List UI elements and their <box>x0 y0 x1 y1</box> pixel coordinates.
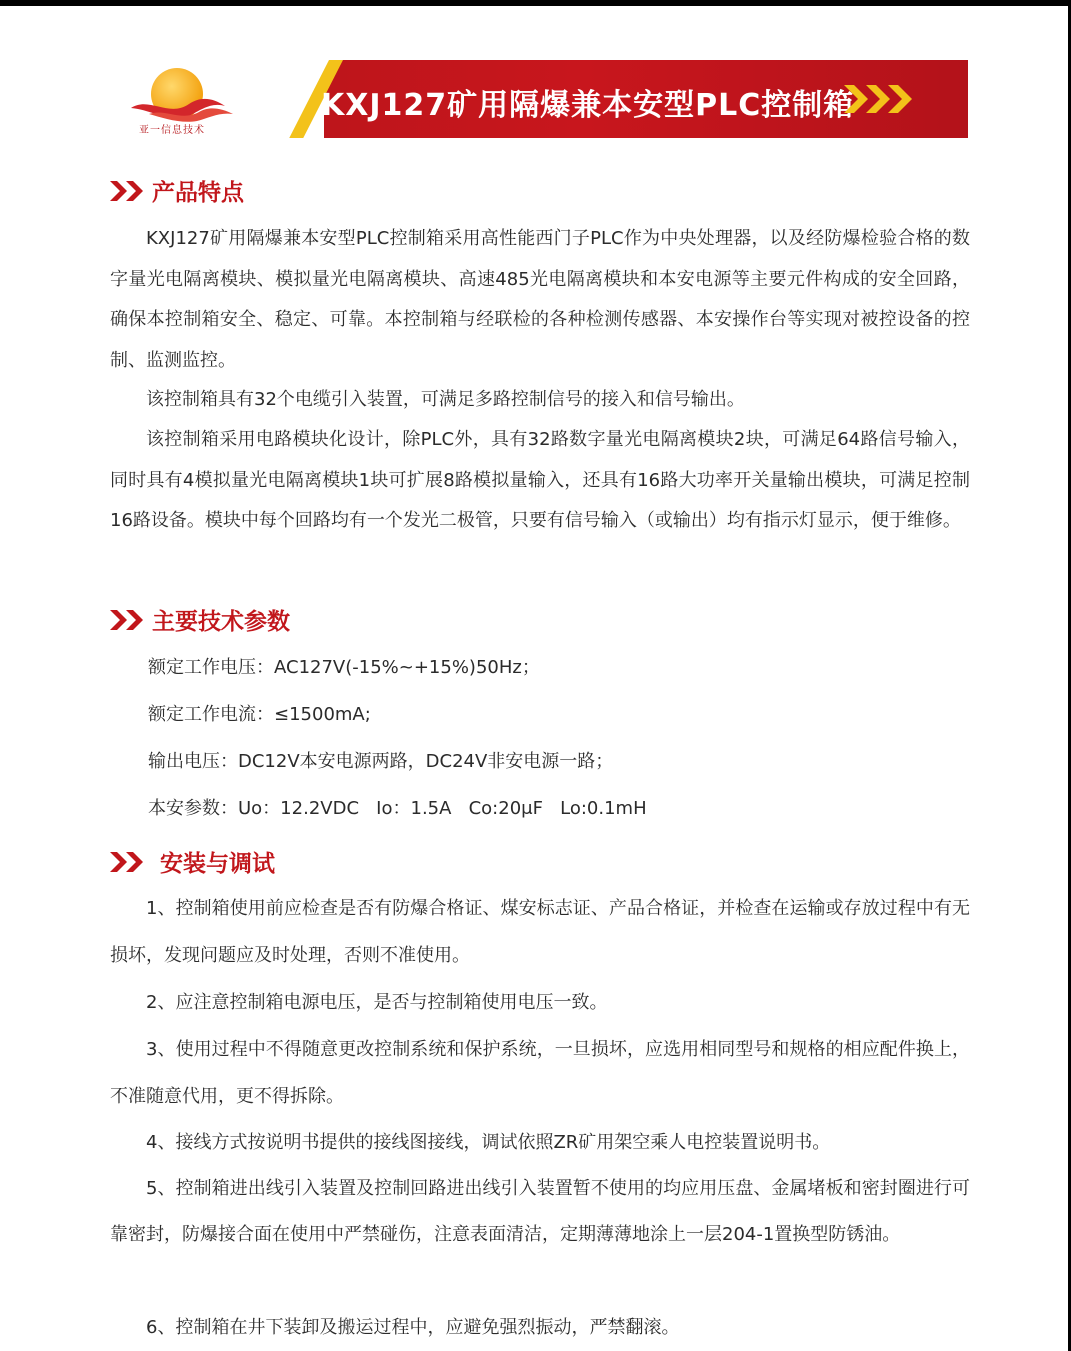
logo <box>109 60 324 138</box>
section-heading-params <box>110 603 290 636</box>
param-line: 输出电压：DC12V本安电源两路，DC24V非安电源一路； <box>148 751 614 772</box>
feature-paragraph: 该控制箱具有32个电缆引入装置，可满足多路控制信号的接入和信号输出。 <box>146 389 745 410</box>
install-item: 3、使用过程中不得随意更改控制系统和保护系统，一旦损坏，应选用相同型号和规格的相应配件换上，不准随意代用，更不得拆除。 <box>110 1039 970 1107</box>
top-border <box>0 0 1071 6</box>
param-line: 本安参数：Uo：12.2VDC Io：1.5A Co:20μF Lo:0.1mH <box>148 798 647 819</box>
title-banner <box>109 60 968 138</box>
feature-paragraph: KXJ127矿用隔爆兼本安型PLC控制箱采用高性能西门子PLC作为中央处理器，以及经防爆检验合格的数字量光电隔离模块、模拟量光电隔离模块、高速485光电隔离模块和本安电源等主要元件构成的安全回路，确保本控制箱安全、稳定、可靠。本控制箱与经联检的各种检测传感器、本安操作台等实现对被控设备的控制、监测监控。 <box>110 228 970 371</box>
section-title: 产品特点 <box>152 180 244 206</box>
install-item: 1、控制箱使用前应检查是否有防爆合格证、煤安标志证、产品合格证，并检查在运输或存放过程中有无损坏，发现问题应及时处理，否则不准使用。 <box>110 898 970 966</box>
install-item: 5、控制箱进出线引入装置及控制回路进出线引入装置暂不使用的均应用压盘、金属堵板和密封圈进行可靠密封，防爆接合面在使用中严禁碰伤，注意表面清洁，定期薄薄地涂上一层204-1置换型防锈油。 <box>110 1178 970 1245</box>
install-item: 6、控制箱在井下装卸及搬运过程中，应避免强烈振动，严禁翻滚。 <box>146 1317 680 1338</box>
double-chevron-icon <box>110 851 146 873</box>
double-chevron-icon <box>110 180 146 202</box>
section-title: 主要技术参数 <box>152 609 290 635</box>
param-line: 额定工作电压：AC127V(-15%~+15%)50Hz； <box>148 657 540 678</box>
chevrons-right-icon <box>844 81 930 117</box>
page-title: KXJ127矿用隔爆兼本安型PLC控制箱 <box>321 88 855 123</box>
section-heading-features <box>110 174 244 207</box>
section-title: 安装与调试 <box>160 851 275 877</box>
wave-logo-icon <box>129 88 239 124</box>
feature-paragraph: 该控制箱采用电路模块化设计，除PLC外，具有32路数字量光电隔离模块2块，可满足64路信号输入，同时具有4模拟量光电隔离模块1块可扩展8路模拟量输入，还具有16路大功率开关量输出模块，可满足控制16路设备。模块中每个回路均有一个发光二极管，只要有信号输入（或输出）均有指示灯显示，便于维修。 <box>110 429 970 531</box>
double-chevron-icon <box>110 609 146 631</box>
logo-text: 亚一信息技术 <box>139 125 205 136</box>
param-line: 额定工作电流：≤1500mA; <box>148 704 371 725</box>
install-item: 4、接线方式按说明书提供的接线图接线，调试依照ZR矿用架空乘人电控装置说明书。 <box>146 1132 831 1153</box>
section-heading-install <box>110 845 275 878</box>
install-item: 2、应注意控制箱电源电压，是否与控制箱使用电压一致。 <box>146 992 608 1013</box>
